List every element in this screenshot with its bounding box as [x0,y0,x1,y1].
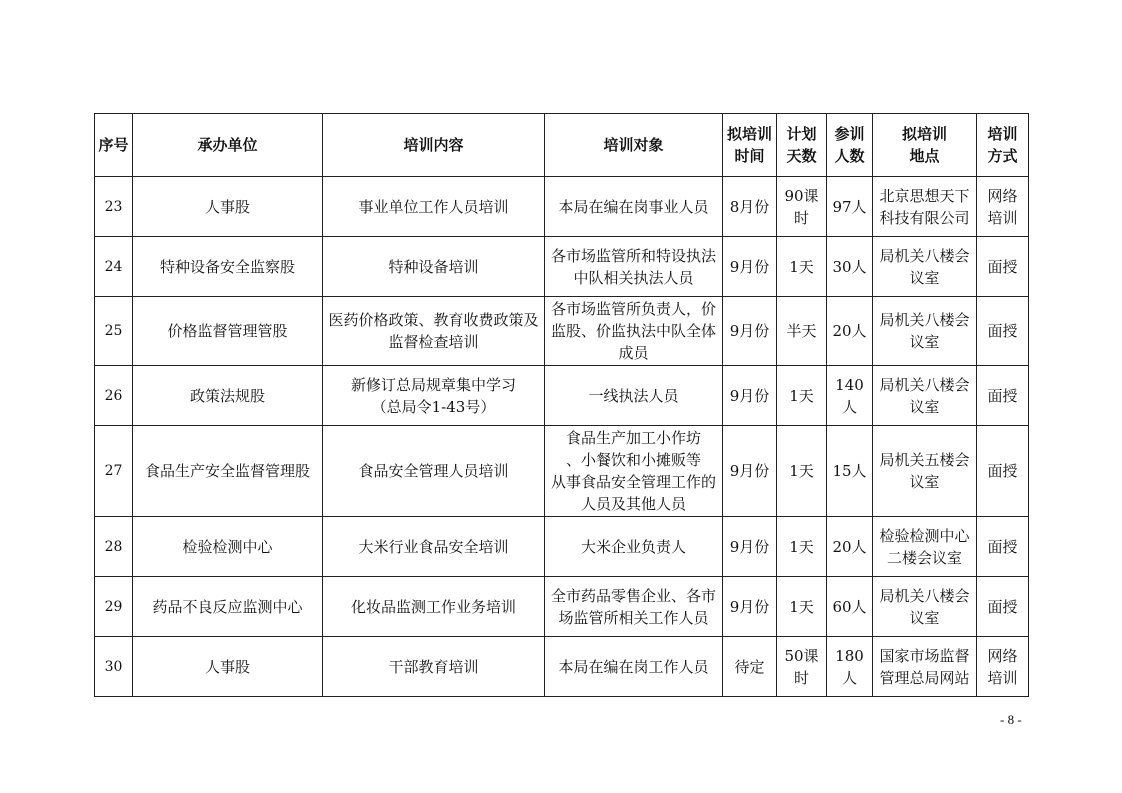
header-organizer: 承办单位 [133,114,323,177]
page-number: - 8 - [1000,712,1022,727]
cell-location: 国家市场监督 管理总局网站 [873,637,977,697]
cell-method: 面授 [977,426,1029,517]
cell-location: 局机关五楼会 议室 [873,426,977,517]
table-row [95,426,1029,517]
header-method: 培训 方式 [977,114,1029,177]
cell-planned-days: 1天 [777,237,827,297]
cell-planned-time: 待定 [723,637,777,697]
cell-organizer: 检验检测中心 [133,517,323,577]
cell-training-content: 事业单位工作人员培训 [323,177,545,237]
cell-training-content: 医药价格政策、教育收费政策及 监督检查培训 [323,297,545,366]
cell-trainees: 本局在编在岗事业人员 [545,177,723,237]
cell-planned-time: 9月份 [723,237,777,297]
header-training-content: 培训内容 [323,114,545,177]
cell-organizer: 价格监督管理管股 [133,297,323,366]
header-trainees: 培训对象 [545,114,723,177]
cell-location: 局机关八楼会 议室 [873,297,977,366]
table-row [95,577,1029,637]
cell-participant-count: 180人 [827,637,873,697]
cell-organizer: 人事股 [133,637,323,697]
cell-participant-count: 60人 [827,577,873,637]
cell-planned-time: 9月份 [723,577,777,637]
cell-training-content: 化妆品监测工作业务培训 [323,577,545,637]
cell-method: 面授 [977,577,1029,637]
training-schedule-table [94,113,1029,697]
table-row [95,366,1029,426]
table-row [95,637,1029,697]
cell-training-content: 新修订总局规章集中学习 （总局令1-43号） [323,366,545,426]
cell-organizer: 政策法规股 [133,366,323,426]
table-row [95,237,1029,297]
cell-organizer: 人事股 [133,177,323,237]
table-row [95,177,1029,237]
cell-serial-number: 26 [95,366,133,426]
header-serial-number: 序号 [95,114,133,177]
cell-serial-number: 28 [95,517,133,577]
cell-participant-count: 15人 [827,426,873,517]
header-planned-days: 计划 天数 [777,114,827,177]
cell-trainees: 全市药品零售企业、各市 场监管所相关工作人员 [545,577,723,637]
cell-trainees: 本局在编在岗工作人员 [545,637,723,697]
cell-planned-days: 半天 [777,297,827,366]
cell-participant-count: 20人 [827,517,873,577]
cell-serial-number: 25 [95,297,133,366]
cell-trainees: 各市场监管所和特设执法 中队相关执法人员 [545,237,723,297]
cell-trainees: 各市场监管所负责人，价 监股、价监执法中队全体 成员 [545,297,723,366]
cell-participant-count: 140人 [827,366,873,426]
cell-planned-time: 9月份 [723,366,777,426]
cell-participant-count: 20人 [827,297,873,366]
cell-planned-days: 1天 [777,577,827,637]
header-location: 拟培训 地点 [873,114,977,177]
table-header-row [95,114,1029,177]
table-body [95,177,1029,697]
cell-planned-days: 50课 时 [777,637,827,697]
cell-location: 检验检测中心 二楼会议室 [873,517,977,577]
cell-serial-number: 30 [95,637,133,697]
cell-trainees: 大米企业负责人 [545,517,723,577]
cell-organizer: 特种设备安全监察股 [133,237,323,297]
cell-location: 局机关八楼会 议室 [873,366,977,426]
cell-training-content: 大米行业食品安全培训 [323,517,545,577]
cell-serial-number: 27 [95,426,133,517]
header-participant-count: 参训 人数 [827,114,873,177]
table-row [95,297,1029,366]
header-planned-time: 拟培训 时间 [723,114,777,177]
cell-planned-time: 9月份 [723,426,777,517]
cell-training-content: 特种设备培训 [323,237,545,297]
cell-planned-days: 1天 [777,366,827,426]
cell-method: 网络 培训 [977,637,1029,697]
cell-participant-count: 97人 [827,177,873,237]
cell-participant-count: 30人 [827,237,873,297]
cell-planned-days: 90课 时 [777,177,827,237]
cell-trainees: 一线执法人员 [545,366,723,426]
cell-method: 面授 [977,297,1029,366]
cell-planned-days: 1天 [777,517,827,577]
cell-training-content: 食品安全管理人员培训 [323,426,545,517]
table-row [95,517,1029,577]
cell-method: 面授 [977,366,1029,426]
cell-planned-time: 9月份 [723,517,777,577]
cell-location: 局机关八楼会 议室 [873,577,977,637]
cell-planned-time: 8月份 [723,177,777,237]
cell-location: 局机关八楼会 议室 [873,237,977,297]
cell-location: 北京思想天下 科技有限公司 [873,177,977,237]
cell-planned-days: 1天 [777,426,827,517]
cell-serial-number: 23 [95,177,133,237]
cell-method: 面授 [977,517,1029,577]
cell-trainees: 食品生产加工小作坊 、小餐饮和小摊贩等 从事食品安全管理工作的 人员及其他人员 [545,426,723,517]
cell-serial-number: 24 [95,237,133,297]
cell-method: 网络 培训 [977,177,1029,237]
cell-organizer: 药品不良反应监测中心 [133,577,323,637]
cell-method: 面授 [977,237,1029,297]
cell-planned-time: 9月份 [723,297,777,366]
cell-training-content: 干部教育培训 [323,637,545,697]
cell-organizer: 食品生产安全监督管理股 [133,426,323,517]
cell-serial-number: 29 [95,577,133,637]
